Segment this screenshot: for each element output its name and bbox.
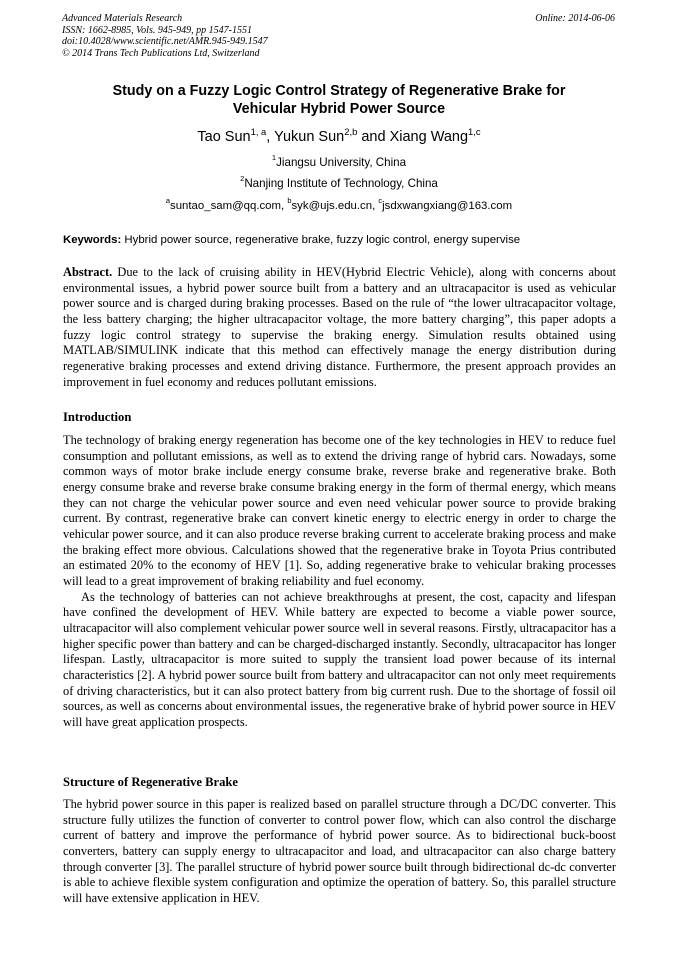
- abstract: [63, 265, 616, 390]
- author-superscript: 2,b: [344, 126, 358, 137]
- email-separator: ,: [372, 200, 379, 212]
- affiliation-superscript: 2: [240, 174, 245, 183]
- journal-name: Advanced Materials Research: [62, 13, 183, 24]
- author-name: Xiang Wang: [389, 129, 469, 145]
- author-superscript: 1, a: [250, 126, 267, 137]
- title-line-1: Study on a Fuzzy Logic Control Strategy of Regenerative Brake for: [112, 83, 566, 99]
- copyright-line: © 2014 Trans Tech Publications Ltd, Switzerland: [62, 47, 260, 59]
- affiliation-text: Nanjing Institute of Technology, China: [244, 177, 438, 190]
- author-separator: and: [357, 129, 390, 145]
- author-name: Yukun Sun: [274, 129, 345, 145]
- keywords-label: Keywords:: [63, 234, 122, 246]
- affiliation-text: Jiangsu University, China: [276, 156, 407, 169]
- affiliation-2: [60, 174, 618, 191]
- keywords-text: Hybrid power source, regenerative brake, fuzzy logic control, energy supervise: [124, 234, 521, 246]
- email-list: [60, 196, 618, 213]
- email-superscript: b: [287, 196, 292, 205]
- abstract-text: Due to the lack of cruising ability in HEV(Hybrid Electric Vehicle), along with concerns about environmental issues, a hybrid power source built from a battery and an ultracapacitor is used as vehicular power source and is charged during braking processes. Based on the rule of “the lower ultracapacitor voltage, the less battery charging; the higher ultracapacitor voltage, the more battery charging”, this paper adopts a fuzzy logic control strategy to supervise the braking energy. Simulation results obtained using MATLAB/SIMULINK indicate that this method can effectively manage the energy distribution during regenerative braking processes and extend driving distance. Furthermore, the present approach provides an improvement in fuel economy and reduces pollutant emissions.: [63, 265, 616, 389]
- section-heading-introduction: Introduction: [63, 410, 132, 424]
- author-superscript: 1,c: [468, 126, 481, 137]
- journal-header: [62, 13, 268, 59]
- abstract-label: Abstract.: [63, 265, 113, 279]
- author-list: [60, 128, 618, 146]
- email-superscript: a: [165, 196, 171, 205]
- author-name: Tao Sun: [197, 129, 251, 145]
- affiliation-1: [60, 153, 618, 170]
- section-heading-structure: Structure of Regenerative Brake: [63, 775, 238, 789]
- online-date: Online: 2014-06-06: [535, 13, 615, 24]
- email-address[interactable]: suntao_sam@qq.com: [170, 200, 282, 212]
- doi-line: doi:10.4028/www.scientific.net/AMR.945-949.1547: [62, 36, 268, 47]
- email-address[interactable]: syk@ujs.edu.cn: [291, 200, 373, 212]
- email-address[interactable]: jsdxwangxiang@163.com: [382, 200, 513, 212]
- introduction-body: [63, 433, 616, 730]
- introduction-paragraph-1: The technology of braking energy regeneration has become one of the key technologies in HEV to reduce fuel consumption and pollutant emissions, as well as to extend the driving range of hybrid cars. Nowadays, some common ways of motor brake include energy consume brake, reverse brake and regenerative brake. Both energy consume brake and reverse brake consume braking energy in the form of thermal energy, which means they can not charge the vehicular power source and even need vehicular power source to provide braking current. By contrast, regenerative brake can convert kinetic energy to electric energy in order to charge the vehicular power source, and it can also produce reverse braking current to accelerate braking process and make the braking effect more obvious. Calculations showed that the regenerative brake in Toyota Prius contributed an estimated 20% to the economy of HEV [1]. So, adding regenerative brake to vehicular braking processes will lead to a great improvement of braking reliability and fuel economy.: [63, 433, 616, 588]
- author-separator: ,: [266, 129, 275, 145]
- issn-line: ISSN: 1662-8985, Vols. 945-949, pp 1547-1551: [62, 24, 252, 36]
- keywords: [63, 233, 616, 247]
- paper-title: [60, 82, 618, 118]
- structure-body: [63, 797, 616, 907]
- email-superscript: c: [378, 196, 383, 205]
- email-separator: ,: [281, 200, 288, 212]
- title-line-2: Vehicular Hybrid Power Source: [232, 101, 446, 117]
- introduction-paragraph-2: As the technology of batteries can not achieve breakthroughs at present, the cost, capacity and lifespan have confined the development of HEV. While battery are expected to become a viable power source, ultracapacitor will also complement vehicular power source well in several reasons. Firstly, ultracapacitor has a higher specific power than battery and can be charged-discharged instantly. Secondly, ultracapacitor has longer lifespan. Lastly, ultracapacitor is more suited to supply the transient load power because of its internal characteristics [2]. A hybrid power source built from battery and ultracapacitor can not only meet requirements of driving characteristics, but it can also protect battery from big current rush. Due to the shortage of fossil oil sources, as well as concerns about environmental issues, the regenerative brake of hybrid power source in HEV will have great application prospects.: [63, 589, 616, 729]
- affiliation-superscript: 1: [271, 153, 277, 162]
- structure-paragraph-1: The hybrid power source in this paper is realized based on parallel structure through a DC/DC converter. This structure fully utilizes the function of converter to control power flow, which can also control the discharge current of battery and improve the performance of hybrid power source. As to bidirectional buck-boost converters, battery can supply energy to ultracapacitor and load, and ultracapacitor can also charge battery through converter [3]. The parallel structure of hybrid power source built through bidirectional dc-dc converter is able to achieve flexible system configuration and optimize the operation of battery. So, this parallel structure will have extensive application in HEV.: [63, 797, 616, 905]
